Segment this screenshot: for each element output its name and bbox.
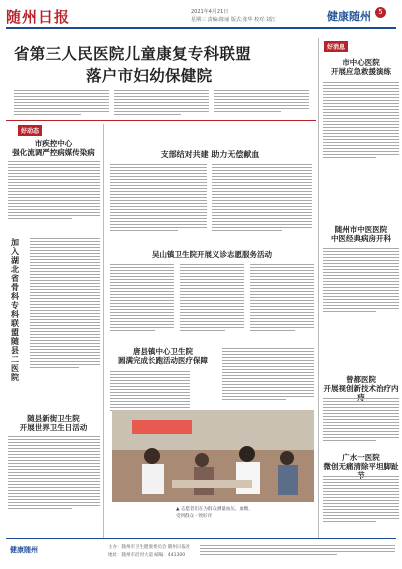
masthead-rule bbox=[6, 27, 396, 29]
left-story-1-title: 市疾控中心 强化流调严控病媒传染病 bbox=[12, 139, 95, 157]
left-story-3-title: 随县新街卫生院 开展世界卫生日活动 bbox=[19, 414, 88, 432]
lead-bottom-rule bbox=[6, 120, 316, 121]
right-col-tag: 好消息 bbox=[324, 41, 348, 52]
left-vertical-title: 加入湖北省骨科专科联盟随县二医院 bbox=[11, 237, 19, 382]
issue-date: 2021年4月21日 bbox=[191, 9, 229, 15]
center-story-3-title: 唐县镇中心卫生院 圆满完成长跑活动医疗保障 bbox=[118, 347, 208, 365]
center-story-3-body-b bbox=[222, 348, 314, 402]
lead-headline-2: 落户市妇幼保健院 bbox=[86, 66, 213, 85]
right-story-3-title: 曾都医院 开展视创新技术治疗内 bbox=[323, 375, 399, 393]
lead-body-col3 bbox=[214, 90, 309, 114]
center-story-1-body-a bbox=[110, 164, 207, 233]
center-story-2-title: 吴山镇卫生院开展义诊志愿服务活动 bbox=[152, 250, 272, 259]
center-story-3-body-a bbox=[110, 371, 190, 413]
footer-rule bbox=[6, 538, 396, 539]
left-col-divider bbox=[103, 124, 104, 538]
masthead bbox=[0, 0, 402, 38]
photo-caption-2: 受到群众一致好评 bbox=[176, 514, 212, 519]
page-number: 5 bbox=[375, 7, 386, 18]
lead-headline-1: 省第三人民医院儿童康复专科联盟 bbox=[14, 44, 252, 63]
center-story-1-body-b bbox=[212, 164, 312, 233]
footer-line-2: 地址：随州市沿河大道 邮编：441300 bbox=[108, 553, 186, 558]
editor-meta: 星期三 责编:陈丽 版式:张华 校对:刘江 bbox=[191, 17, 276, 23]
photo-illustration bbox=[112, 410, 314, 502]
right-story-1-body bbox=[323, 82, 399, 160]
left-story-1-body bbox=[8, 161, 100, 221]
right-story-4-body bbox=[323, 476, 399, 524]
footer-line-1: 主办：随州市卫生健康委员会 随州日报社 bbox=[108, 545, 191, 550]
center-story-2-body-b bbox=[180, 264, 244, 333]
volunteer-clinic-photo bbox=[112, 410, 314, 502]
left-story-3-body bbox=[8, 436, 100, 511]
photo-caption-1: ▲ 志愿者们在为群众测量血压、血糖， bbox=[176, 507, 253, 512]
right-story-2-body bbox=[323, 248, 399, 314]
center-story-2-body-c bbox=[250, 264, 314, 333]
right-story-4-title: 广水一医院 微创无痛清除平坦脚趾 bbox=[323, 453, 399, 471]
lead-body bbox=[14, 90, 109, 117]
lead-body-col2 bbox=[114, 90, 209, 117]
right-story-1-title: 市中心医院 开展应急救援演练 bbox=[331, 58, 391, 76]
section-title: 健康随州 bbox=[327, 10, 371, 23]
footer-small-print bbox=[200, 545, 395, 557]
right-col-divider bbox=[318, 38, 319, 538]
right-story-2-title: 随州市中医医院 中医经典病房开科 bbox=[331, 225, 391, 243]
center-story-2-body-a bbox=[110, 264, 174, 333]
right-story-3-body bbox=[323, 398, 399, 443]
newspaper-logo: 随州日报 bbox=[6, 8, 71, 26]
left-story-2-body bbox=[30, 238, 100, 370]
footer-name: 健康随州 bbox=[10, 546, 38, 554]
center-story-1-title: 支部结对共建 助力无偿献血 bbox=[160, 149, 260, 159]
left-col-tag: 好动态 bbox=[18, 125, 42, 136]
